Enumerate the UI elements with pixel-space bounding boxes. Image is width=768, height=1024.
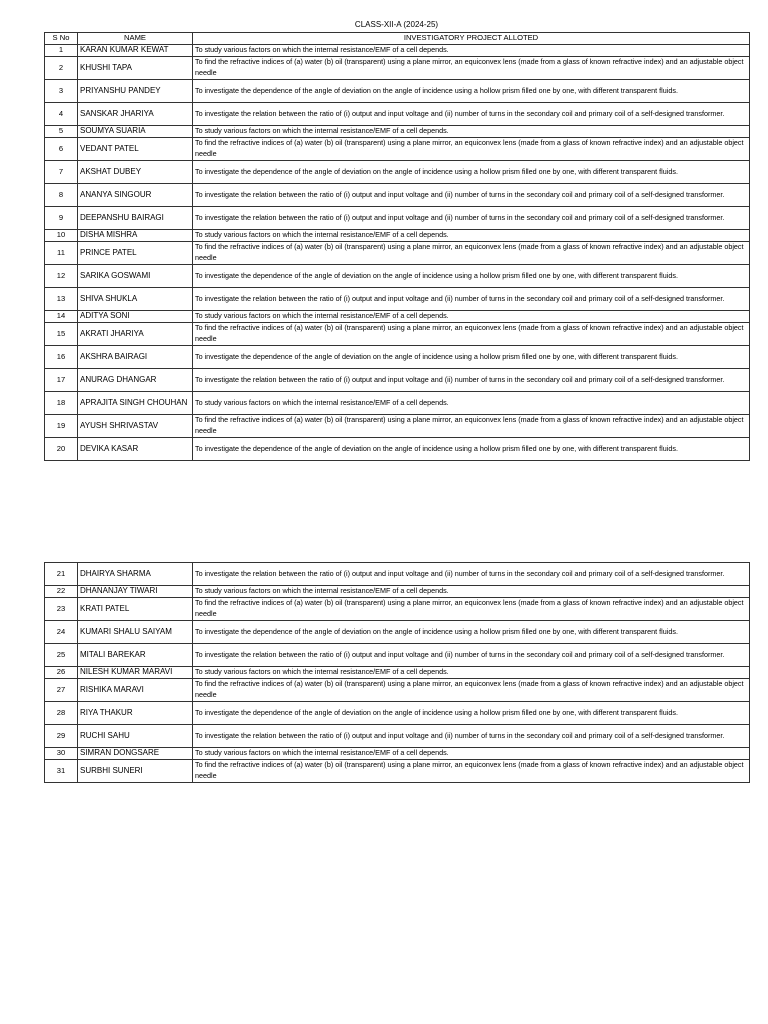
header-sno: S No: [45, 33, 78, 45]
project-cell: To investigate the dependence of the angle of deviation on the angle of incidence using a hollow prism filled one by one, with different transparent fluids.: [193, 80, 750, 103]
project-table-2: [44, 562, 750, 783]
student-name-cell: DISHA MISHRA: [78, 230, 193, 242]
project-cell: To investigate the relation between the ratio of (i) output and input voltage and (ii) number of turns in the secondary coil and primary coil of a self-designed transformer.: [193, 369, 750, 392]
student-name-cell: MITALI BAREKAR: [78, 644, 193, 667]
table-row: [45, 415, 750, 438]
table-row: [45, 586, 750, 598]
serial-number-cell: 5: [45, 126, 78, 138]
project-cell: To study various factors on which the internal resistance/EMF of a cell depends.: [193, 311, 750, 323]
serial-number-cell: 9: [45, 207, 78, 230]
header-row: [45, 33, 750, 45]
project-cell: To find the refractive indices of (a) water (b) oil (transparent) using a plane mirror, an equiconvex lens (made from a glass of known refractive index) and an adjustable object needle: [193, 323, 750, 346]
serial-number-cell: 24: [45, 621, 78, 644]
table-row: [45, 57, 750, 80]
serial-number-cell: 15: [45, 323, 78, 346]
project-cell: To investigate the relation between the ratio of (i) output and input voltage and (ii) number of turns in the secondary coil and primary coil of a self-designed transformer.: [193, 644, 750, 667]
table-row: [45, 598, 750, 621]
table-row: [45, 563, 750, 586]
project-cell: To find the refractive indices of (a) water (b) oil (transparent) using a plane mirror, an equiconvex lens (made from a glass of known refractive index) and an adjustable object needle: [193, 415, 750, 438]
table-row: [45, 288, 750, 311]
student-name-cell: DEVIKA KASAR: [78, 438, 193, 461]
serial-number-cell: 20: [45, 438, 78, 461]
project-cell: To study various factors on which the internal resistance/EMF of a cell depends.: [193, 230, 750, 242]
table-row: [45, 346, 750, 369]
project-cell: To find the refractive indices of (a) water (b) oil (transparent) using a plane mirror, an equiconvex lens (made from a glass of known refractive index) and an adjustable object needle: [193, 760, 750, 783]
student-name-cell: APRAJITA SINGH CHOUHAN: [78, 392, 193, 415]
project-cell: To investigate the dependence of the angle of deviation on the angle of incidence using a hollow prism filled one by one, with different transparent fluids.: [193, 702, 750, 725]
project-cell: To find the refractive indices of (a) water (b) oil (transparent) using a plane mirror, an equiconvex lens (made from a glass of known refractive index) and an adjustable object needle: [193, 679, 750, 702]
project-cell: To study various factors on which the internal resistance/EMF of a cell depends.: [193, 126, 750, 138]
student-name-cell: KUMARI SHALU SAIYAM: [78, 621, 193, 644]
serial-number-cell: 11: [45, 242, 78, 265]
table-row: [45, 242, 750, 265]
serial-number-cell: 6: [45, 138, 78, 161]
serial-number-cell: 29: [45, 725, 78, 748]
serial-number-cell: 30: [45, 748, 78, 760]
table-row: [45, 621, 750, 644]
student-name-cell: SHIVA SHUKLA: [78, 288, 193, 311]
student-name-cell: PRINCE PATEL: [78, 242, 193, 265]
header-project: INVESTIGATORY PROJECT ALLOTED: [193, 33, 750, 45]
project-cell: To investigate the relation between the ratio of (i) output and input voltage and (ii) number of turns in the secondary coil and primary coil of a self-designed transformer.: [193, 184, 750, 207]
project-table-1: [44, 32, 750, 461]
table-row: [45, 45, 750, 57]
student-name-cell: DEEPANSHU BAIRAGI: [78, 207, 193, 230]
project-cell: To investigate the relation between the ratio of (i) output and input voltage and (ii) number of turns in the secondary coil and primary coil of a self-designed transformer.: [193, 207, 750, 230]
serial-number-cell: 10: [45, 230, 78, 242]
student-name-cell: PRIYANSHU PANDEY: [78, 80, 193, 103]
serial-number-cell: 8: [45, 184, 78, 207]
serial-number-cell: 4: [45, 103, 78, 126]
table-row: [45, 103, 750, 126]
project-cell: To investigate the dependence of the angle of deviation on the angle of incidence using a hollow prism filled one by one, with different transparent fluids.: [193, 265, 750, 288]
student-name-cell: AYUSH SHRIVASTAV: [78, 415, 193, 438]
student-name-cell: DHANANJAY TIWARI: [78, 586, 193, 598]
table-body-1: [45, 45, 750, 461]
table-row: [45, 126, 750, 138]
table-row: [45, 311, 750, 323]
project-cell: To investigate the relation between the ratio of (i) output and input voltage and (ii) number of turns in the secondary coil and primary coil of a self-designed transformer.: [193, 563, 750, 586]
student-name-cell: RIYA THAKUR: [78, 702, 193, 725]
table-row: [45, 323, 750, 346]
serial-number-cell: 21: [45, 563, 78, 586]
student-name-cell: SARIKA GOSWAMI: [78, 265, 193, 288]
serial-number-cell: 27: [45, 679, 78, 702]
project-cell: To study various factors on which the internal resistance/EMF of a cell depends.: [193, 748, 750, 760]
table-row: [45, 265, 750, 288]
project-cell: To find the refractive indices of (a) water (b) oil (transparent) using a plane mirror, an equiconvex lens (made from a glass of known refractive index) and an adjustable object needle: [193, 57, 750, 80]
serial-number-cell: 19: [45, 415, 78, 438]
project-cell: To study various factors on which the internal resistance/EMF of a cell depends.: [193, 667, 750, 679]
serial-number-cell: 2: [45, 57, 78, 80]
project-cell: To investigate the relation between the ratio of (i) output and input voltage and (ii) number of turns in the secondary coil and primary coil of a self-designed transformer.: [193, 725, 750, 748]
table-body-2: [45, 563, 750, 783]
table-row: [45, 138, 750, 161]
table-row: [45, 80, 750, 103]
project-cell: To find the refractive indices of (a) water (b) oil (transparent) using a plane mirror, an equiconvex lens (made from a glass of known refractive index) and an adjustable object needle: [193, 138, 750, 161]
serial-number-cell: 26: [45, 667, 78, 679]
serial-number-cell: 16: [45, 346, 78, 369]
student-name-cell: SANSKAR JHARIYA: [78, 103, 193, 126]
student-name-cell: DHAIRYA SHARMA: [78, 563, 193, 586]
student-name-cell: ANURAG DHANGAR: [78, 369, 193, 392]
table-row: [45, 748, 750, 760]
table-row: [45, 679, 750, 702]
table-row: [45, 207, 750, 230]
project-cell: To study various factors on which the internal resistance/EMF of a cell depends.: [193, 45, 750, 57]
table-row: [45, 760, 750, 783]
project-cell: To find the refractive indices of (a) water (b) oil (transparent) using a plane mirror, an equiconvex lens (made from a glass of known refractive index) and an adjustable object needle: [193, 242, 750, 265]
table-row: [45, 644, 750, 667]
student-name-cell: RUCHI SAHU: [78, 725, 193, 748]
header-name: NAME: [78, 33, 193, 45]
student-name-cell: ADITYA SONI: [78, 311, 193, 323]
student-name-cell: SIMRAN DONGSARE: [78, 748, 193, 760]
serial-number-cell: 22: [45, 586, 78, 598]
table-row: [45, 667, 750, 679]
serial-number-cell: 18: [45, 392, 78, 415]
student-name-cell: AKSHAT DUBEY: [78, 161, 193, 184]
serial-number-cell: 25: [45, 644, 78, 667]
project-cell: To investigate the dependence of the angle of deviation on the angle of incidence using a hollow prism filled one by one, with different transparent fluids.: [193, 621, 750, 644]
student-name-cell: AKSHRA BAIRAGI: [78, 346, 193, 369]
student-name-cell: VEDANT PATEL: [78, 138, 193, 161]
project-cell: To study various factors on which the internal resistance/EMF of a cell depends.: [193, 586, 750, 598]
project-cell: To investigate the dependence of the angle of deviation on the angle of incidence using a hollow prism filled one by one, with different transparent fluids.: [193, 161, 750, 184]
table-row: [45, 725, 750, 748]
serial-number-cell: 1: [45, 45, 78, 57]
student-name-cell: KHUSHI TAPA: [78, 57, 193, 80]
student-name-cell: RISHIKA MARAVI: [78, 679, 193, 702]
student-name-cell: NILESH KUMAR MARAVI: [78, 667, 193, 679]
serial-number-cell: 28: [45, 702, 78, 725]
project-cell: To investigate the dependence of the angle of deviation on the angle of incidence using a hollow prism filled one by one, with different transparent fluids.: [193, 346, 750, 369]
serial-number-cell: 12: [45, 265, 78, 288]
project-cell: To investigate the dependence of the angle of deviation on the angle of incidence using a hollow prism filled one by one, with different transparent fluids.: [193, 438, 750, 461]
project-cell: To investigate the relation between the ratio of (i) output and input voltage and (ii) number of turns in the secondary coil and primary coil of a self-designed transformer.: [193, 288, 750, 311]
serial-number-cell: 23: [45, 598, 78, 621]
student-name-cell: AKRATI JHARIYA: [78, 323, 193, 346]
page-title: CLASS-XII-A (2024-25): [354, 20, 439, 29]
project-cell: To study various factors on which the internal resistance/EMF of a cell depends.: [193, 392, 750, 415]
student-name-cell: KARAN KUMAR KEWAT: [78, 45, 193, 57]
serial-number-cell: 31: [45, 760, 78, 783]
table-row: [45, 702, 750, 725]
table-row: [45, 161, 750, 184]
table-row: [45, 438, 750, 461]
table-row: [45, 392, 750, 415]
serial-number-cell: 3: [45, 80, 78, 103]
serial-number-cell: 13: [45, 288, 78, 311]
project-cell: To investigate the relation between the ratio of (i) output and input voltage and (ii) number of turns in the secondary coil and primary coil of a self-designed transformer.: [193, 103, 750, 126]
student-name-cell: ANANYA SINGOUR: [78, 184, 193, 207]
student-name-cell: SOUMYA SUARIA: [78, 126, 193, 138]
serial-number-cell: 17: [45, 369, 78, 392]
serial-number-cell: 7: [45, 161, 78, 184]
serial-number-cell: 14: [45, 311, 78, 323]
student-name-cell: SURBHI SUNERI: [78, 760, 193, 783]
table-row: [45, 184, 750, 207]
project-cell: To find the refractive indices of (a) water (b) oil (transparent) using a plane mirror, an equiconvex lens (made from a glass of known refractive index) and an adjustable object needle: [193, 598, 750, 621]
table-row: [45, 230, 750, 242]
table-row: [45, 369, 750, 392]
student-name-cell: KRATI PATEL: [78, 598, 193, 621]
